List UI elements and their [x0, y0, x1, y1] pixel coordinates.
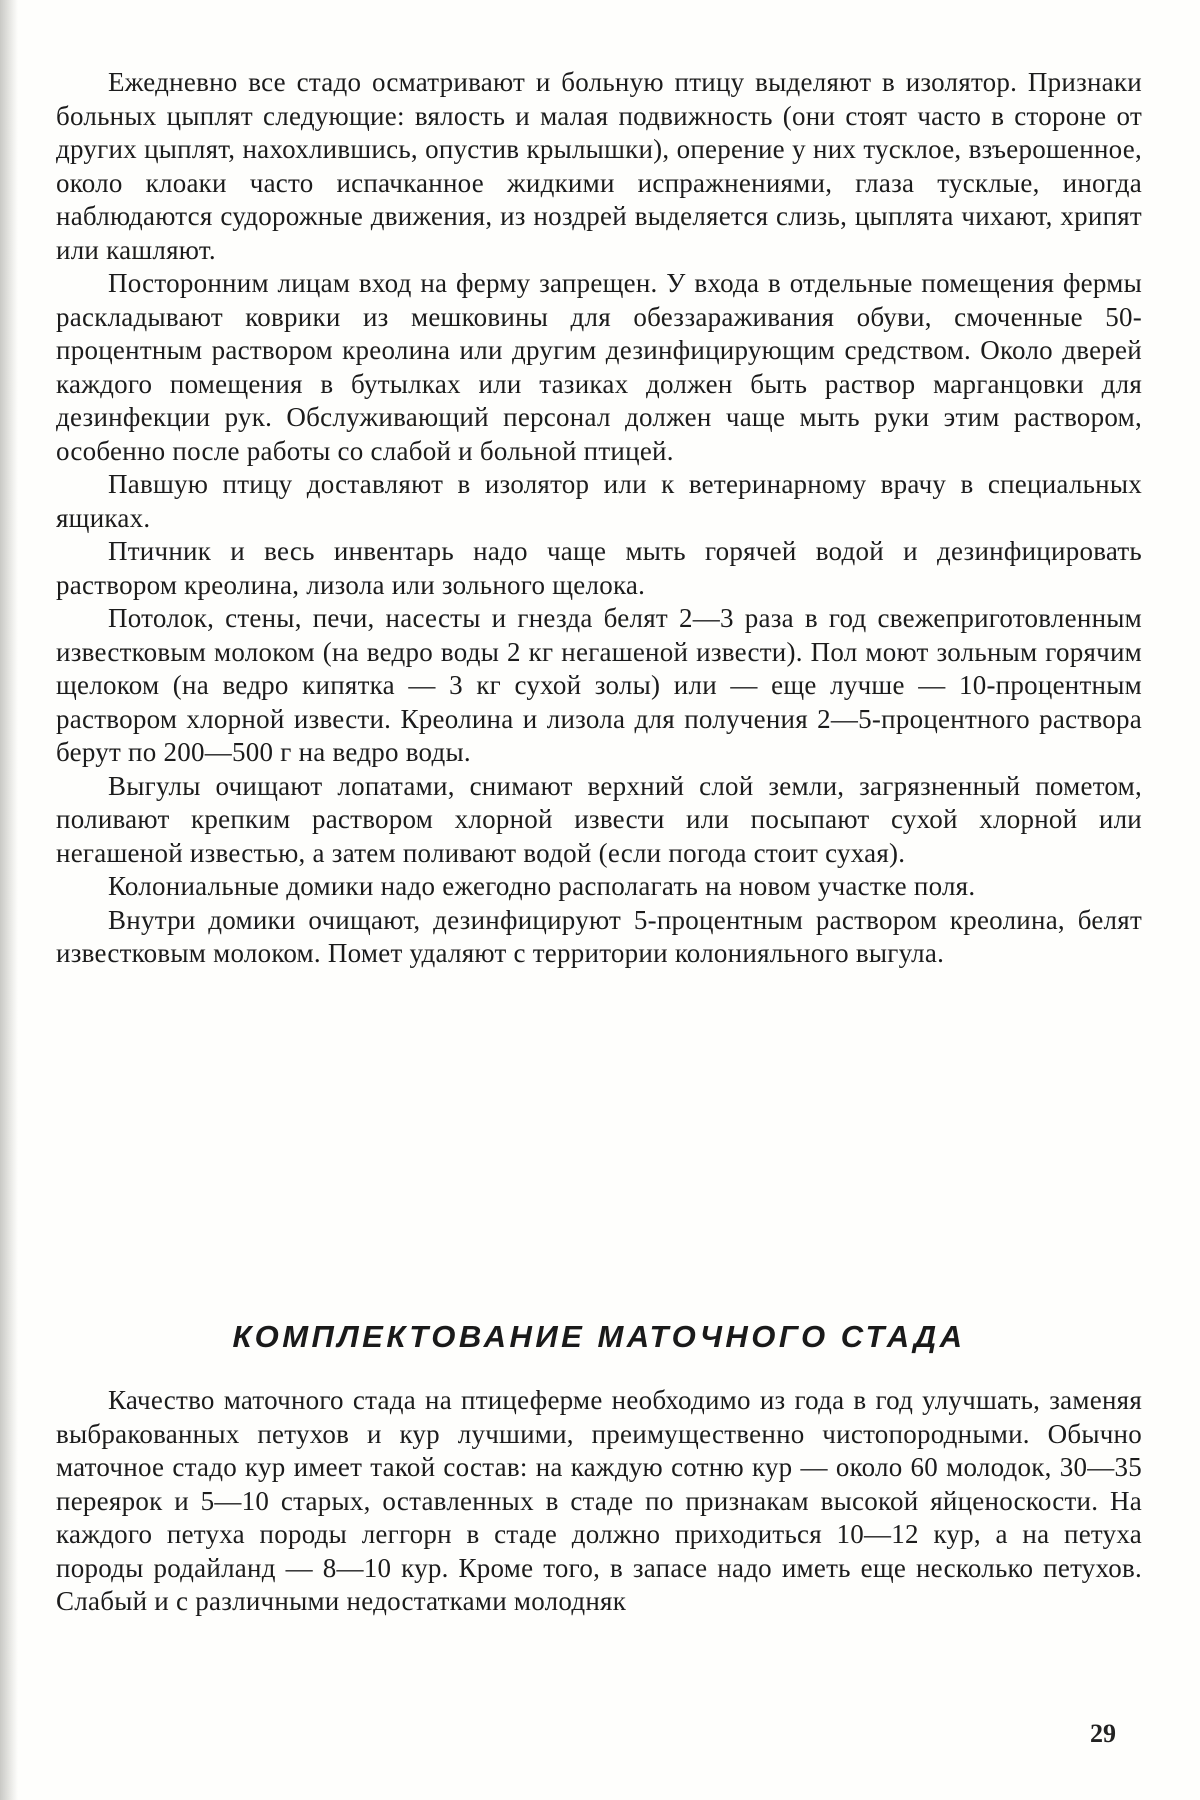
paragraph-inspection: Ежедневно все стадо осматривают и больную птицу выделяют в изолятор. Признаки больных цыплят следующие: вялость и малая подвижность (они стоят часто в стороне от других цыплят, нахохлившись, опустив крылышки), оперение у них тусклое, взъерошенное, около клоаки часто испачканное жидкими испражнениями, глаза тусклые, иногда наблюдаются судорожные движения, из ноздрей выделяется слизь, цыплята чихают, хрипят или кашляют.: [56, 67, 1142, 265]
section-body: [56, 1384, 1142, 1619]
page-edge-shadow: [0, 0, 18, 1800]
paragraph-breeding-flock: Качество маточного стада на птицеферме необходимо из года в год улучшать, заменяя выбракованных петухов и кур лучшими, преимущественно чистопородными. Обычно маточное стадо кур имеет такой состав: на каждую сотню кур — около 60 молодок, 30—35 переярок и 5—10 старых, оставленных в стаде по признакам высокой яйценоскости. На каждого петуха породы леггорн в стаде должно приходиться 10—12 кур, а на петуха породы родайланд — 8—10 кур. Кроме того, в запасе надо иметь еще несколько петухов. Слабый и с различными недостатками молодняк: [56, 1385, 1142, 1616]
paragraph-dead-birds: Павшую птицу доставляют в изолятор или к ветеринарному врачу в специальных ящиках.: [56, 469, 1142, 533]
paragraph-colony-houses: Колониальные домики надо ежегодно располагать на новом участке поля.: [108, 871, 976, 901]
paragraph-equipment-cleaning: Птичник и весь инвентарь надо чаще мыть горячей водой и дезинфицировать раствором креолина, лизола или зольного щелока.: [56, 536, 1142, 600]
page-number: 29: [1090, 1719, 1116, 1748]
paragraph-whitewashing: Потолок, стены, печи, насесты и гнезда белят 2—3 раза в год свежеприготовленным известковым молоком (на ведро воды 2 кг негашеной извести). Пол моют зольным горячим щелоком (на ведро кипятка — 3 кг сухой золы) или — еще лучше — 10-процентным раствором хлорной извести. Креолина и лизола для получения 2—5-процентного раствора берут по 200—500 г на ведро воды.: [56, 603, 1142, 767]
body-text: [56, 66, 1142, 971]
paragraph-runs-cleaning: Выгулы очищают лопатами, снимают верхний слой земли, загрязненный пометом, поливают крепким раствором хлорной извести или посыпают сухой хлорной или негашеной известью, а затем поливают водой (если погода стоит сухая).: [56, 770, 1142, 868]
section-title: КОМПЛЕКТОВАНИЕ МАТОЧНОГО СТАДА: [232, 1319, 966, 1354]
paragraph-farm-access: Посторонним лицам вход на ферму запрещен. У входа в отдельные помещения фермы раскладывают коврики из мешковины для обеззараживания обуви, смоченные 50-процентным раствором креолина или другим дезинфицирующим средством. Около дверей каждого помещения в бутылках или тазиках должен быть раствор марганцовки для дезинфекции рук. Обслуживающий персонал должен чаще мыть руки этим раствором, особенно после работы со слабой и больной птицей.: [56, 268, 1142, 466]
paragraph-house-disinfection: Внутри домики очищают, дезинфицируют 5-процентным раствором креолина, белят известковым молоком. Помет удаляют с территории колонияльного выгула.: [56, 904, 1142, 968]
